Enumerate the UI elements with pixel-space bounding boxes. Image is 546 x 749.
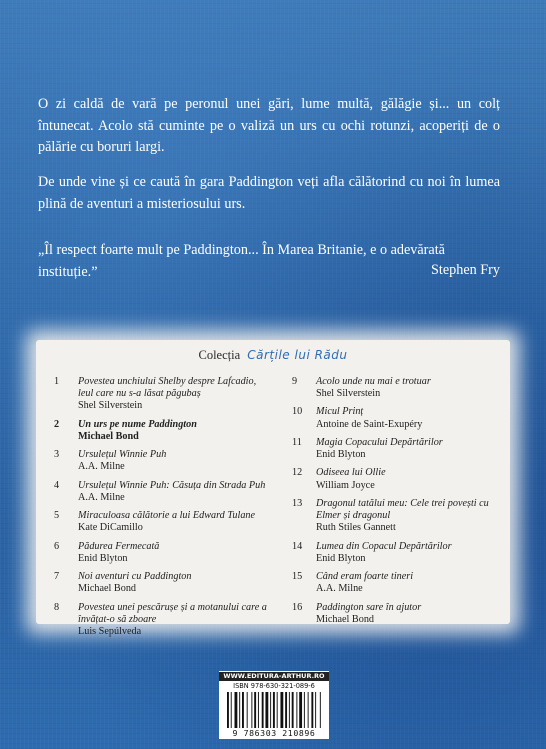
book-author: A.A. Milne [316, 583, 363, 595]
book-item [50, 376, 270, 413]
book-number: 8 [54, 601, 60, 613]
blurb-paragraph-1: O zi caldă de vară pe peronul unei gări, lume multă, gălăgie și... un colț întunecat. Acolo stă cuminte pe o valiză un urs cu ochi rotunzi, acoperiți de o pălărie cu boruri largi. [38, 96, 500, 156]
book-list-left [50, 376, 270, 644]
book-title: Lumea din Copacul Depărtărilor [316, 540, 452, 552]
book-item [50, 541, 270, 565]
book-author: Michael Bond [316, 613, 375, 625]
book-author: Michael Bond [78, 430, 139, 442]
book-item [50, 602, 270, 639]
book-number: 10 [292, 406, 303, 418]
book-author: William Joyce [316, 479, 375, 491]
book-title: Povestea unchiului Shelby despre Lafcadio, leul care nu s-a lăsat păgubaș [78, 376, 257, 400]
book-number: 7 [54, 571, 60, 583]
book-item [288, 376, 508, 400]
barcode-icon [227, 692, 323, 728]
book-title: Noi aventuri cu Paddington [78, 571, 192, 583]
collection-brand-logo: Cărțile lui Rădu [247, 348, 348, 362]
collection-panel [36, 340, 510, 637]
book-title: Un urs pe nume Paddington [78, 418, 197, 430]
book-number: 4 [54, 479, 60, 491]
book-title: Pădurea Fermecată [78, 540, 160, 552]
collection-label: Colecția [198, 348, 241, 362]
book-author: Enid Blyton [316, 552, 366, 564]
book-item [288, 498, 508, 535]
book-list-right [288, 376, 508, 632]
book-item [50, 480, 270, 504]
book-number: 11 [292, 436, 302, 448]
book-title: Magia Copacului Depărtărilor [316, 436, 443, 448]
barcode-box [219, 671, 329, 739]
book-title: Micul Prinț [316, 406, 364, 418]
book-item [288, 467, 508, 491]
book-author: Enid Blyton [78, 552, 128, 564]
book-item [50, 449, 270, 473]
book-title: Dragonul tatălui meu: Cele trei povești cu Elmer și dragonul [316, 497, 489, 522]
quote-text: „Îl respect foarte mult pe Paddington... În Marea Britanie, e o adevărată instituție.” [38, 242, 445, 280]
book-item [288, 541, 508, 565]
isbn-text: ISBN 978-630-321-089-6 [233, 682, 315, 690]
book-title: Povestea unei pescărușe și a motanului care a învățat-o să zboare [78, 601, 267, 625]
book-title: Ursulețul Winnie Puh: Căsuța din Strada Puh [78, 479, 266, 491]
book-item [288, 406, 508, 430]
book-number: 5 [54, 510, 60, 522]
book-number: 9 [292, 376, 298, 387]
book-title: Paddington sare în ajutor [316, 601, 422, 613]
book-item [288, 602, 508, 626]
book-number: 2 [54, 418, 60, 430]
book-number: 1 [54, 376, 60, 387]
collection-title [36, 348, 510, 363]
book-number: 12 [292, 467, 303, 479]
book-item [50, 571, 270, 595]
book-author: Enid Blyton [316, 449, 366, 461]
book-number: 14 [292, 540, 303, 552]
book-author: A.A. Milne [78, 461, 125, 473]
barcode-digits: 9 786303 210896 [232, 728, 316, 738]
book-item [50, 510, 270, 534]
book-author: A.A. Milne [78, 491, 125, 503]
book-author: Shel Silverstein [316, 388, 381, 400]
book-number: 15 [292, 571, 303, 583]
book-item [288, 437, 508, 461]
blurb-paragraph-2: De unde vine și ce caută în gara Paddington veți afla călătorind cu noi în lumea plină de aventuri a misteriosului urs. [38, 174, 500, 212]
book-author: Shel Silverstein [78, 400, 143, 412]
book-title: Odiseea lui Ollie [316, 467, 386, 479]
book-title: Când eram foarte tineri [316, 571, 414, 583]
book-item [288, 571, 508, 595]
book-number: 6 [54, 540, 60, 552]
book-author: Antoine de Saint-Exupéry [316, 418, 423, 430]
book-title: Ursulețul Winnie Puh [78, 449, 167, 461]
book-author: Luis Sepúlveda [78, 625, 142, 637]
book-title: Acolo unde nu mai e trotuar [316, 376, 431, 387]
book-number: 16 [292, 601, 303, 613]
book-author: Ruth Stiles Gannett [316, 522, 396, 534]
book-title: Miraculoasa călătorie a lui Edward Tulane [78, 510, 256, 522]
book-author: Michael Bond [78, 583, 137, 595]
book-author: Kate DiCamillo [78, 522, 143, 534]
publisher-url: WWW.EDITURA-ARTHUR.RO [219, 672, 329, 681]
book-number: 13 [292, 497, 303, 509]
quote-author: Stephen Fry [431, 262, 500, 278]
book-number: 3 [54, 449, 60, 461]
book-item [50, 419, 270, 443]
